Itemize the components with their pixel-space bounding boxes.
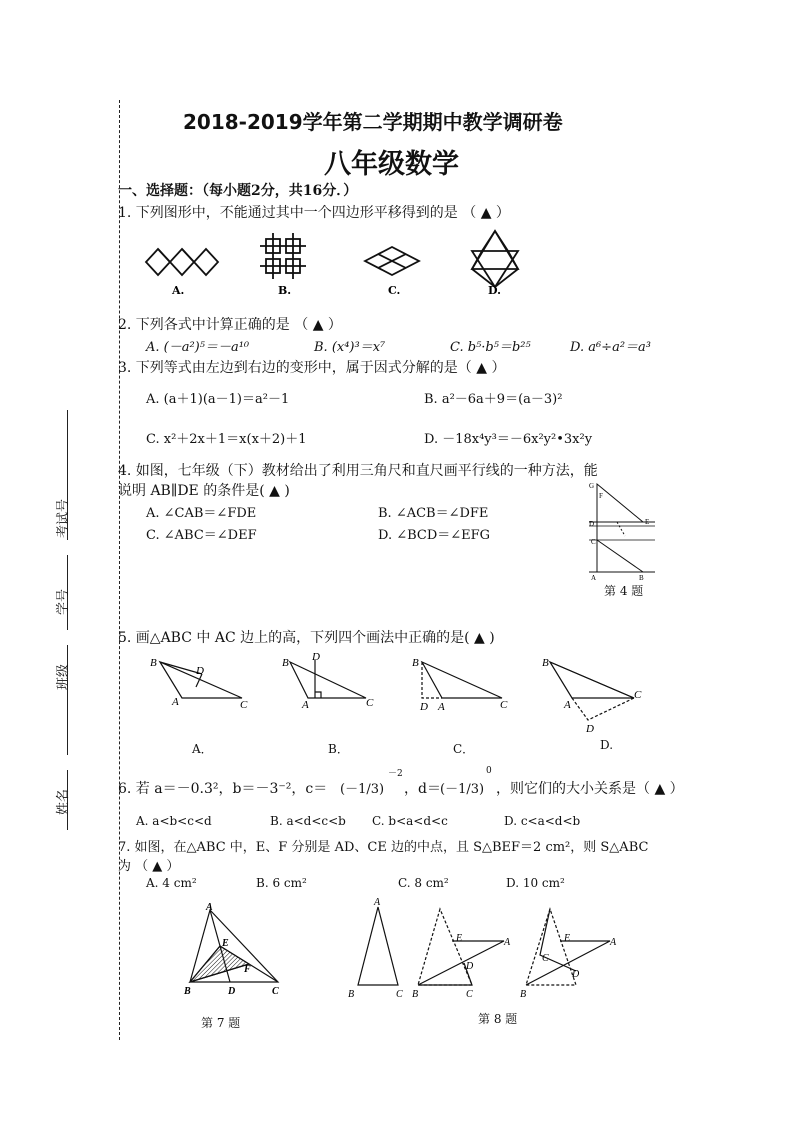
q5b-pt-d: D	[312, 651, 320, 663]
q4-figure	[585, 476, 665, 582]
q4-stem-line1: 4. 如图，七年级（下）教材给出了利用三角尺和直尺画平行线的一种方法，能	[118, 463, 598, 479]
q1-label-a: A.	[172, 284, 185, 297]
q6-d-fraction: (－1/3)	[440, 782, 485, 797]
q4-stem-line2: 说明 AB∥DE 的条件是( ▲ )	[118, 483, 290, 499]
q8r-pt-c: C	[542, 953, 549, 964]
side-label-xingming: 姓名	[56, 788, 71, 815]
q2-stem: 2. 下列各式中计算正确的是 （ ▲ ）	[118, 317, 342, 333]
q7-pt-d: D	[228, 986, 236, 997]
q8-pt-b: B	[348, 989, 355, 1000]
q4-pt-d: D	[589, 520, 595, 528]
q7-option-d: D. 10 cm²	[506, 876, 565, 890]
side-label-xuehao: 学号	[56, 588, 71, 615]
q4-option-c: C. ∠ABC＝∠DEF	[146, 528, 257, 543]
q4-pt-g: G	[589, 482, 595, 490]
q5c-pt-b: B	[412, 657, 419, 669]
q6-c-exponent: －2	[388, 769, 403, 779]
q5a-pt-a: A	[172, 696, 179, 708]
q5b-pt-a: A	[302, 699, 309, 711]
q6-d-prefix: ，d＝	[404, 781, 441, 797]
q5-label-a: A．	[192, 742, 213, 756]
binding-dashed-line	[119, 100, 120, 1040]
q4-option-b: B. ∠ACB＝∠DFE	[378, 506, 489, 521]
side-label-banji: 班级	[56, 663, 71, 690]
q4-pt-e: E	[645, 518, 650, 526]
q8-caption: 第 8 题	[478, 1012, 518, 1026]
q5a-pt-c: C	[240, 699, 248, 711]
q5c-pt-a: A	[438, 701, 445, 713]
q5b-pt-c: C	[366, 697, 374, 709]
section-heading: 一、选择题：（每小题2分，共16分．）	[118, 183, 358, 199]
q4-pt-f: F	[599, 492, 603, 500]
q2-option-b: B. (x⁴)³＝x⁷	[314, 340, 386, 355]
q5-figures	[140, 650, 660, 756]
q1-label-c: C.	[388, 284, 401, 297]
q5-label-c: C．	[453, 742, 475, 756]
q5-stem: 5. 画△ABC 中 AC 边上的高，下列四个画法中正确的是( ▲ )	[118, 630, 495, 646]
q5d-pt-b: B	[542, 657, 549, 669]
q8r-pt-b: B	[520, 989, 527, 1000]
q6-c-fraction: (－1/3)	[340, 782, 385, 797]
q8r-pt-d: D	[572, 969, 580, 980]
q7-pt-e: E	[222, 938, 229, 949]
q8-pt-c: C	[396, 989, 403, 1000]
q2-option-a: A. (－a²)⁵＝－a¹⁰	[146, 340, 250, 355]
q3-option-d: D. －18x⁴y³＝－6x²y²•3x²y	[424, 432, 593, 447]
q4-pt-c: C	[591, 538, 596, 546]
exam-title: 2018-2019学年第二学期期中教学调研卷	[183, 110, 563, 134]
q8m-pt-a: A	[504, 937, 511, 948]
q5d-pt-c: C	[634, 689, 642, 701]
q5c-pt-c: C	[500, 699, 508, 711]
q4-option-a: A. ∠CAB＝∠FDE	[146, 506, 257, 521]
q3-option-c: C. x²＋2x＋1＝x(x＋2)＋1	[146, 432, 307, 447]
q1-fig-d	[472, 231, 518, 287]
q7-option-c: C. 8 cm²	[398, 876, 449, 890]
q7-pt-c: C	[272, 986, 279, 997]
side-label-kaoshihao: 考试号	[56, 498, 71, 538]
q6-option-a: A. a<b<c<d	[136, 814, 212, 828]
q5c-pt-d: D	[420, 701, 428, 713]
q7-stem-line1: 7. 如图，在△ABC 中，E、F 分别是 AD、CE 边的中点，且 S△BEF＝2 cm²，则 S△ABC	[118, 840, 649, 855]
q1-label-d: D.	[488, 284, 501, 297]
q2-option-d: D. a⁶÷a²＝a³	[570, 340, 652, 355]
q1-label-b: B.	[278, 284, 292, 297]
q3-stem: 3. 下列等式由左边到右边的变形中，属于因式分解的是（ ▲ ）	[118, 360, 506, 376]
q1-fig-a	[146, 249, 218, 275]
q8-figure	[340, 895, 620, 1005]
q7-stem-line2: 为 （ ▲ ）	[118, 859, 180, 874]
q5b-pt-b: B	[282, 657, 289, 669]
q3-option-a: A. (a＋1)(a－1)＝a²－1	[146, 392, 290, 407]
q8m-pt-b: B	[412, 989, 419, 1000]
q1-fig-c	[365, 247, 419, 275]
q4-pt-b: B	[639, 574, 644, 582]
q6-stem-end: ，则它们的大小关系是（ ▲ ）	[496, 781, 684, 797]
q5a-pt-d: D	[196, 665, 204, 677]
q7-figure	[180, 900, 290, 1000]
q7-caption: 第 7 题	[201, 1016, 241, 1030]
q5a-pt-b: B	[150, 657, 157, 669]
q8m-pt-c: C	[466, 989, 473, 1000]
q1-fig-b	[260, 233, 306, 279]
q7-option-a: A. 4 cm²	[146, 876, 197, 890]
q6-d-exponent: 0	[486, 766, 492, 776]
q6-stem-start: 6. 若 a＝－0.3²，b＝－3⁻²，c＝	[118, 781, 328, 797]
q5d-pt-d: D	[586, 723, 594, 735]
q8-pt-a: A	[374, 897, 381, 908]
q2-option-c: C. b⁵·b⁵＝b²⁵	[450, 340, 531, 355]
exam-subtitle: 八年级数学	[324, 149, 459, 180]
q6-option-d: D. c<a<d<b	[504, 814, 581, 828]
q7-pt-f: F	[244, 964, 251, 975]
q8m-pt-d: D	[466, 961, 474, 972]
q5-label-b: B．	[328, 742, 349, 756]
q7-pt-b: B	[184, 986, 191, 997]
side-underline-banji	[67, 645, 68, 755]
q8r-pt-a: A	[610, 937, 617, 948]
q3-option-b: B. a²－6a＋9＝(a－3)²	[424, 392, 563, 407]
q4-caption: 第 4 题	[604, 584, 644, 598]
q7-option-b: B. 6 cm²	[256, 876, 307, 890]
q5d-pt-a: A	[564, 699, 571, 711]
q4-pt-a: A	[591, 574, 597, 582]
q7-pt-a: A	[206, 902, 213, 913]
q6-option-b: B. a<d<c<b	[270, 814, 346, 828]
q8r-pt-e: E	[564, 933, 571, 944]
q4-option-d: D. ∠BCD＝∠EFG	[378, 528, 491, 543]
q6-option-c: C. b<a<d<c	[372, 814, 448, 828]
q5-label-d: D.	[600, 738, 614, 752]
q1-stem: 1. 下列图形中，不能通过其中一个四边形平移得到的是 （ ▲ ）	[118, 205, 510, 221]
q8m-pt-e: E	[456, 933, 463, 944]
q1-figures	[140, 225, 540, 300]
